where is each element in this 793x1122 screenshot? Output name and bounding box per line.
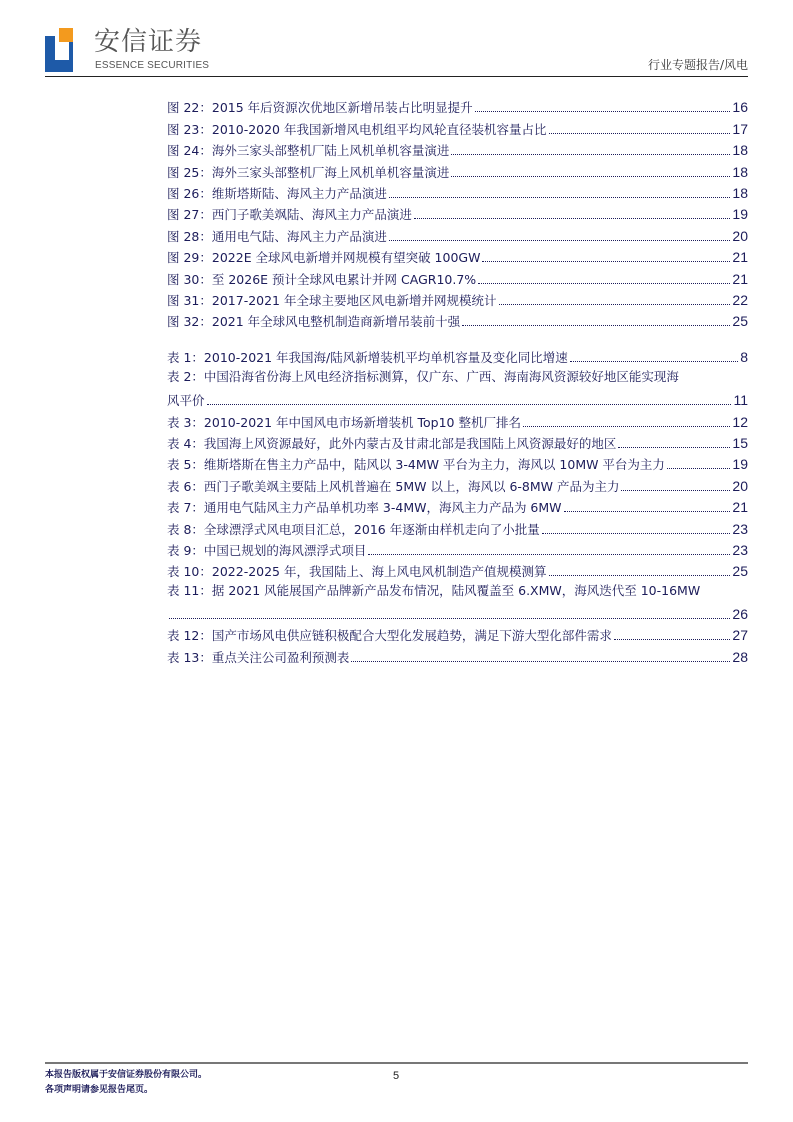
toc-entry[interactable] bbox=[167, 559, 748, 580]
page-number: 5 bbox=[393, 1070, 400, 1082]
header-divider bbox=[45, 76, 748, 77]
toc-entry-page: 21 bbox=[732, 270, 748, 287]
toc-entry-title: 图 29：2022E 全球风电新增并网规模有望突破 100GW bbox=[167, 250, 481, 266]
toc-entry[interactable] bbox=[167, 288, 748, 309]
toc-entry-title: 表 9：中国已规划的海风漂浮式项目 bbox=[167, 542, 367, 558]
dot-leader bbox=[570, 361, 738, 362]
toc-entry-page: 15 bbox=[732, 434, 748, 451]
toc-entry-page: 12 bbox=[732, 413, 748, 430]
toc-entry-title: 图 22：2015 年后资源次优地区新增吊装占比明显提升 bbox=[167, 100, 473, 116]
toc-entry-title: 表 6：西门子歌美飒主要陆上风机普遍在 5MW 以上，海风以 6-8MW 产品为主力 bbox=[167, 478, 620, 494]
toc-entry-page: 20 bbox=[732, 227, 748, 244]
dot-leader bbox=[451, 154, 730, 155]
dot-leader bbox=[667, 468, 730, 469]
toc-entry[interactable] bbox=[167, 223, 748, 244]
dot-leader bbox=[482, 261, 730, 262]
toc-entry-page: 26 bbox=[732, 606, 748, 623]
dot-leader bbox=[621, 490, 730, 491]
toc-entry-page: 21 bbox=[732, 249, 748, 266]
toc-entry-title: 表 8：全球漂浮式风电项目汇总，2016 年逐渐由样机走向了小批量 bbox=[167, 521, 540, 537]
dot-leader bbox=[614, 639, 731, 640]
toc-entry[interactable] bbox=[167, 309, 748, 330]
toc-entry-page: 19 bbox=[732, 456, 748, 473]
toc-entry-page: 22 bbox=[732, 291, 748, 308]
toc-entry-title: 图 25：海外三家头部整机厂海上风机单机容量演进 bbox=[167, 164, 450, 180]
toc-entry-title: 表 10：2022-2025 年，我国陆上、海上风电风机制造产值规模测算 bbox=[167, 564, 547, 580]
copyright-notice: 本报告版权属于安信证券股份有限公司。 bbox=[45, 1070, 208, 1080]
toc-entry[interactable] bbox=[167, 388, 748, 409]
dot-leader bbox=[351, 661, 730, 662]
dot-leader bbox=[618, 447, 730, 448]
dot-leader bbox=[523, 426, 730, 427]
table-list bbox=[167, 345, 748, 666]
toc-entry-title[interactable]: 表 11：据 2021 风能展国产品牌新产品发布情况，陆风覆盖至 6.XMW，海风迭代至 10-16MW bbox=[167, 583, 701, 599]
toc-entry-page: 23 bbox=[732, 520, 748, 537]
dot-leader bbox=[542, 533, 731, 534]
toc-entry[interactable] bbox=[167, 202, 748, 223]
disclaimer-notice: 各项声明请参见报告尾页。 bbox=[45, 1085, 154, 1095]
toc-entry-page: 25 bbox=[732, 313, 748, 330]
brand-name-cn: 安信证券 bbox=[94, 27, 203, 57]
toc-entry-title: 图 27：西门子歌美飒陆、海风主力产品演进 bbox=[167, 207, 412, 223]
dot-leader bbox=[564, 511, 731, 512]
dot-leader bbox=[475, 111, 731, 112]
dot-leader bbox=[207, 404, 732, 405]
toc-entry[interactable] bbox=[167, 516, 748, 537]
toc-entry-title: 图 24：海外三家头部整机厂陆上风机单机容量演进 bbox=[167, 143, 450, 159]
toc-entry-page: 8 bbox=[740, 349, 748, 366]
footer-divider bbox=[45, 1062, 748, 1064]
toc-entry-page: 28 bbox=[732, 648, 748, 665]
toc-entry-title[interactable]: 表 2：中国沿海省份海上风电经济指标测算，仅广东、广西、海南海风资源较好地区能实现海 bbox=[167, 369, 679, 385]
toc-entry[interactable] bbox=[167, 345, 748, 366]
toc-entry-page: 21 bbox=[732, 499, 748, 516]
dot-leader bbox=[169, 618, 730, 619]
toc-entry[interactable] bbox=[167, 181, 748, 202]
toc-entry-page: 19 bbox=[732, 206, 748, 223]
figure-list bbox=[167, 95, 748, 330]
toc-entry[interactable] bbox=[167, 495, 748, 516]
toc-entry-title: 表 12：国产市场风电供应链积极配合大型化发展趋势，满足下游大型化部件需求 bbox=[167, 628, 612, 644]
toc-entry[interactable] bbox=[167, 266, 748, 287]
report-type: 行业专题报告/风电 bbox=[647, 58, 748, 72]
toc-entry-title: 表 5：维斯塔斯在售主力产品中，陆风以 3-4MW 平台为主力，海风以 10MW 平台为主力 bbox=[167, 457, 665, 473]
toc-entry-title: 表 1：2010-2021 年我国海/陆风新增装机平均单机容量及变化同比增速 bbox=[167, 350, 568, 366]
toc-entry-title: 图 23：2010-2020 年我国新增风电机组平均风轮直径装机容量占比 bbox=[167, 121, 547, 137]
dot-leader bbox=[478, 283, 730, 284]
dot-leader bbox=[499, 304, 731, 305]
dot-leader bbox=[451, 176, 730, 177]
dot-leader bbox=[549, 575, 731, 576]
dot-leader bbox=[389, 197, 731, 198]
dot-leader bbox=[389, 240, 731, 241]
toc-entry-title: 图 31：2017-2021 年全球主要地区风电新增并网规模统计 bbox=[167, 292, 497, 308]
toc-entry-title: 表 4：我国海上风资源最好，此外内蒙古及甘肃北部是我国陆上风资源最好的地区 bbox=[167, 435, 617, 451]
toc-entry-title: 图 26：维斯塔斯陆、海风主力产品演进 bbox=[167, 185, 387, 201]
toc-entry-page: 18 bbox=[732, 163, 748, 180]
toc-entry-title: 图 32：2021 年全球风电整机制造商新增吊装前十强 bbox=[167, 314, 461, 330]
toc-entry-page: 16 bbox=[732, 99, 748, 116]
toc-entry[interactable] bbox=[167, 159, 748, 180]
footer-notice bbox=[45, 1068, 207, 1098]
dot-leader bbox=[414, 218, 731, 219]
brand-name-en: ESSENCE SECURITIES bbox=[95, 60, 210, 71]
toc-entry-title: 表 7：通用电气陆风主力产品单机功率 3-4MW，海风主力产品为 6MW bbox=[167, 500, 562, 516]
toc-entry-title: 表 13：重点关注公司盈利预测表 bbox=[167, 649, 350, 665]
toc-entry[interactable] bbox=[167, 452, 748, 473]
toc-entry[interactable] bbox=[167, 116, 748, 137]
toc-entry-page: 18 bbox=[732, 142, 748, 159]
toc-entry-page: 27 bbox=[732, 627, 748, 644]
dot-leader bbox=[368, 554, 730, 555]
toc-entry[interactable] bbox=[167, 602, 748, 623]
toc-entry[interactable] bbox=[167, 644, 748, 665]
toc-entry-title: 表 3：2010-2021 年中国风电市场新增装机 Top10 整机厂排名 bbox=[167, 414, 521, 430]
toc-entry-title: 图 28：通用电气陆、海风主力产品演进 bbox=[167, 228, 387, 244]
essence-securities-logo bbox=[45, 28, 77, 72]
toc-entry-title: 图 30：至 2026E 预计全球风电累计并网 CAGR10.7% bbox=[167, 271, 477, 287]
dot-leader bbox=[549, 133, 731, 134]
toc-entry-page: 17 bbox=[732, 120, 748, 137]
toc-entry[interactable] bbox=[167, 473, 748, 494]
toc-entry[interactable] bbox=[167, 431, 748, 452]
toc-entry[interactable] bbox=[167, 409, 748, 430]
toc-entry-page: 18 bbox=[732, 184, 748, 201]
toc-entry-page: 23 bbox=[732, 541, 748, 558]
dot-leader bbox=[462, 325, 730, 326]
toc-entry[interactable] bbox=[167, 245, 748, 266]
toc-entry-title: 风平价 bbox=[167, 393, 205, 409]
toc-entry-page: 20 bbox=[732, 477, 748, 494]
toc-entry[interactable] bbox=[167, 138, 748, 159]
toc-entry[interactable] bbox=[167, 538, 748, 559]
toc-entry[interactable] bbox=[167, 623, 748, 644]
toc-entry-page: 25 bbox=[732, 563, 748, 580]
toc-entry-page: 11 bbox=[733, 392, 748, 409]
toc-entry[interactable] bbox=[167, 95, 748, 116]
